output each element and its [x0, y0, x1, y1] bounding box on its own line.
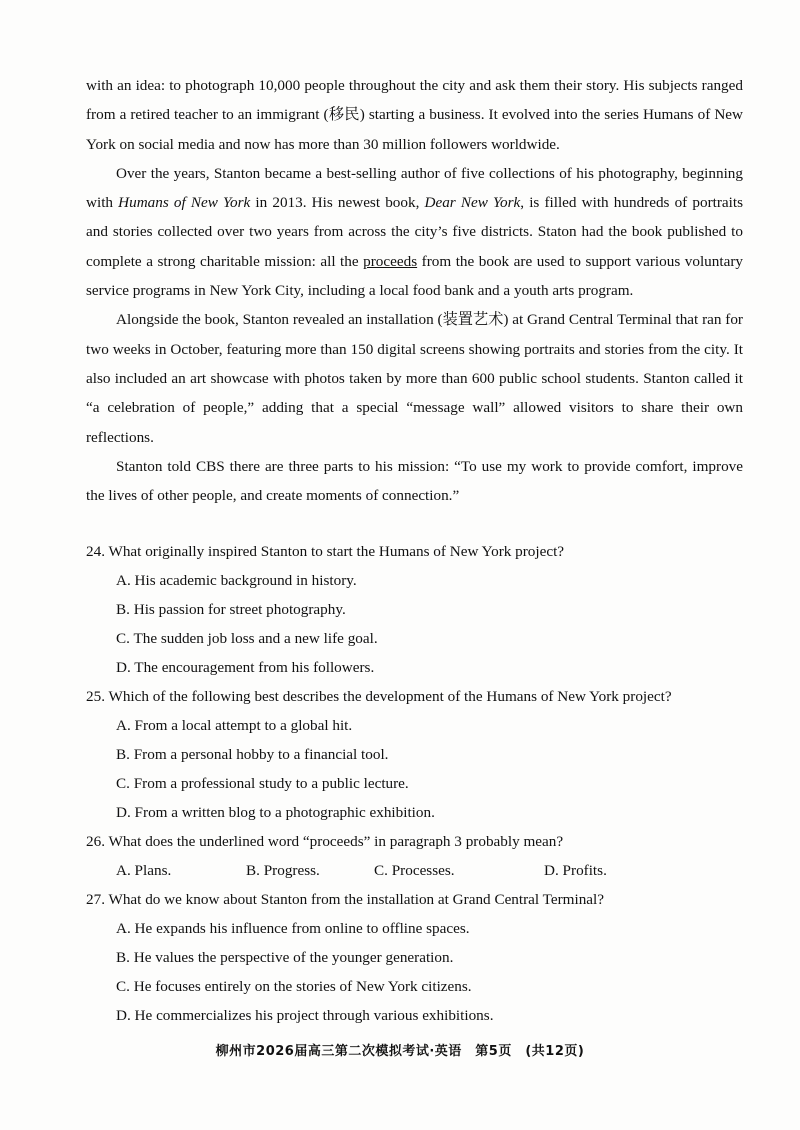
passage-paragraph-3	[86, 305, 743, 451]
option-a: A. From a local attempt to a global hit.	[116, 717, 353, 734]
question-stem: 24. What originally inspired Stanton to start the Humans of New York project?	[86, 543, 565, 560]
question-stem: 25. Which of the following best describes the development of the Humans of New York project?	[86, 688, 672, 705]
p2-text-b: in 2013. His newest book,	[250, 194, 425, 212]
option-b: B. He values the perspective of the younger generation.	[116, 949, 454, 966]
option-c: C. The sudden job loss and a new life goal.	[116, 630, 378, 647]
option-a: A. Plans.	[116, 862, 172, 879]
option-d: D. From a written blog to a photographic exhibition.	[116, 804, 435, 821]
book-title-humans-of-new-york: Humans of New York	[118, 194, 251, 212]
reading-passage	[86, 71, 743, 510]
option-b: B. His passion for street photography.	[116, 601, 346, 618]
p2-text-d: from the book are used to support various voluntary service programs in New York City, including a local food bank and a youth arts program.	[86, 252, 743, 300]
p2-text-c: , is filled with hundreds of portraits and stories collected over two years from across the city’s five districts. Staton had the book published to complete a strong charitable mission: all the	[86, 194, 743, 270]
option-c: C. He focuses entirely on the stories of New York citizens.	[116, 978, 472, 995]
option-a: A. His academic background in history.	[116, 572, 357, 589]
question-stem: 27. What do we know about Stanton from the installation at Grand Central Terminal?	[86, 891, 605, 908]
option-b: B. Progress.	[246, 862, 320, 879]
option-d: D. The encouragement from his followers.	[116, 659, 375, 676]
book-title-dear-new-york: Dear New York	[424, 194, 521, 212]
option-row	[86, 856, 743, 885]
question-stem: 26. What does the underlined word “proceeds” in paragraph 3 probably mean?	[86, 833, 564, 850]
question-25	[86, 682, 743, 827]
passage-paragraph-1	[86, 71, 743, 159]
question-27	[86, 885, 743, 1030]
question-24	[86, 537, 743, 682]
option-a: A. He expands his influence from online to offline spaces.	[116, 920, 470, 937]
underlined-word-proceeds: proceeds	[363, 252, 418, 270]
passage-paragraph-1-text: with an idea: to photograph 10,000 people throughout the city and ask them their story. His subjects ranged from a retired teacher to an immigrant (移民) starting a business. It evolved into the series Humans of New York on social media and now has more than 30 million followers worldwide.	[86, 77, 743, 153]
option-d: D. Profits.	[544, 862, 607, 879]
p2-text-a: Over the years, Stanton became a best-selling author of five collections of his photography, beginning with	[86, 164, 743, 212]
option-d: D. He commercializes his project through various exhibitions.	[116, 1007, 494, 1024]
page-footer: 柳州市2026届高三第二次模拟考试·英语 第5页 (共12页)	[215, 1044, 585, 1059]
question-list	[86, 537, 743, 1030]
passage-paragraph-2	[86, 159, 743, 305]
passage-paragraph-4	[86, 452, 743, 511]
option-b: B. From a personal hobby to a financial tool.	[116, 746, 389, 763]
passage-paragraph-4-text: Stanton told CBS there are three parts to his mission: “To use my work to provide comfort, improve the lives of other people, and create moments of connection.”	[86, 457, 743, 505]
question-26	[86, 827, 743, 885]
option-c: C. From a professional study to a public lecture.	[116, 775, 409, 792]
option-c: C. Processes.	[374, 862, 455, 879]
passage-paragraph-3-text: Alongside the book, Stanton revealed an installation (装置艺术) at Grand Central Terminal that ran for two weeks in October, featuring more than 150 digital screens showing portraits and stories from the city. It also included an art showcase with photos taken by more than 600 public school students. Stanton called it “a celebration of people,” adding that a special “message wall” allowed visitors to share their own reflections.	[86, 311, 743, 446]
